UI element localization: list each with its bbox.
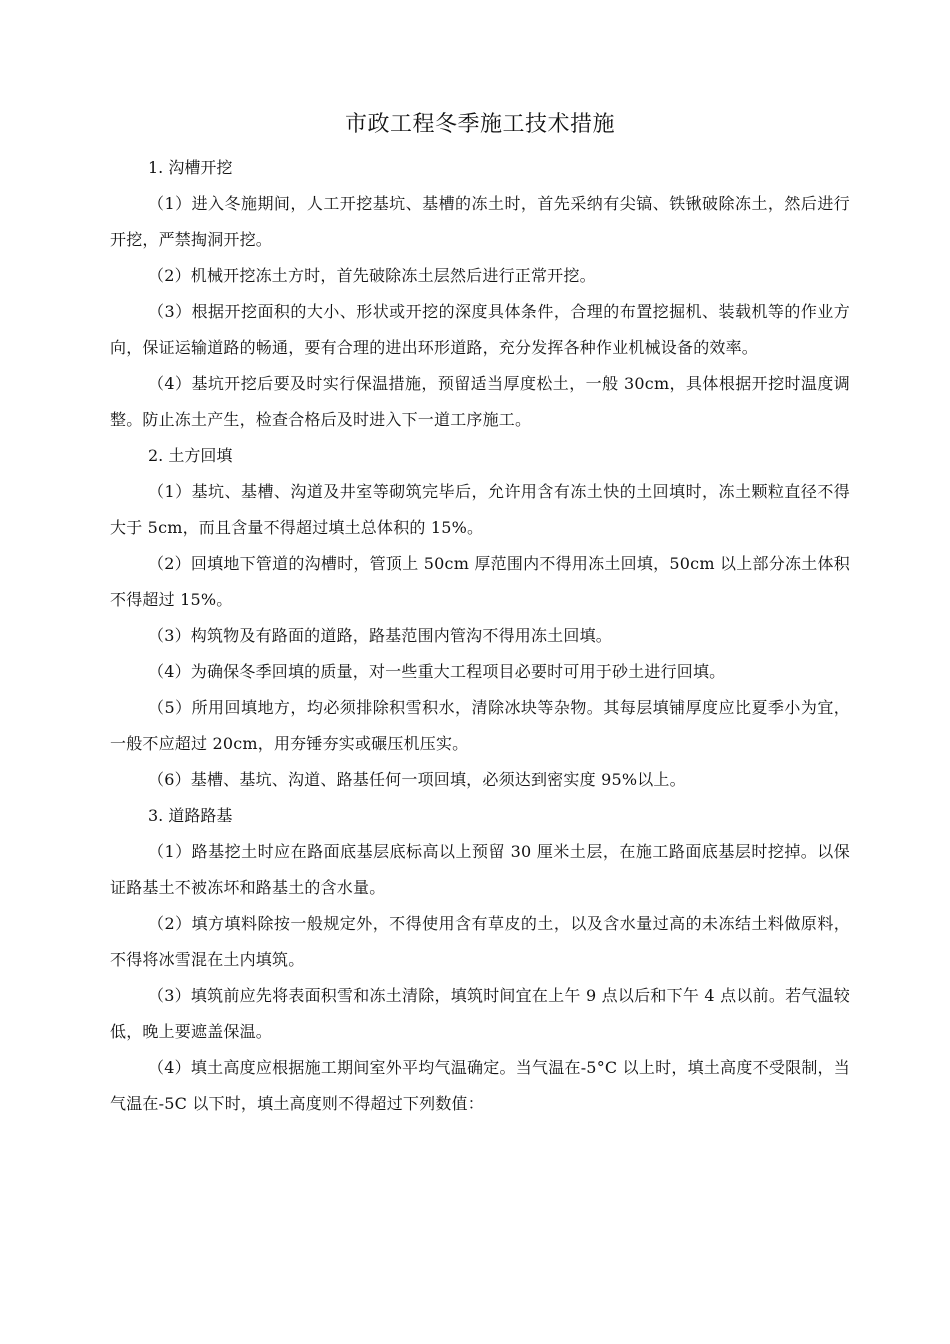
section-road-subgrade [110, 798, 850, 1122]
paragraph: （2）机械开挖冻土方时，首先破除冻土层然后进行正常开挖。 [148, 266, 596, 285]
section-heading: 1. 沟槽开挖 [148, 158, 233, 177]
paragraph: （3）填筑前应先将表面积雪和冻土清除，填筑时间宜在上午 9 点以后和下午 4 点以前。若气温较低，晚上要遮盖保温。 [110, 986, 850, 1041]
paragraph: （2）填方填料除按一般规定外，不得使用含有草皮的土，以及含水量过高的未冻结土料做原料，不得将冰雪混在土内填筑。 [110, 914, 850, 969]
section-trench-excavation [110, 150, 850, 438]
paragraph: （4）为确保冬季回填的质量，对一些重大工程项目必要时可用于砂土进行回填。 [148, 662, 726, 681]
paragraph: （4）基坑开挖后要及时实行保温措施，预留适当厚度松土，一般 30cm，具体根据开挖时温度调整。防止冻土产生，检查合格后及时进入下一道工序施工。 [110, 374, 850, 429]
paragraph: （5）所用回填地方，均必须排除积雪积水，清除冰块等杂物。其每层填铺厚度应比夏季小为宜，一般不应超过 20cm，用夯锤夯实或碾压机压实。 [110, 698, 850, 753]
paragraph: （1）进入冬施期间，人工开挖基坑、基槽的冻土时，首先采纳有尖镐、铁锹破除冻土，然后进行开挖，严禁掏洞开挖。 [110, 194, 850, 249]
document-page [110, 108, 850, 1122]
section-backfill [110, 438, 850, 798]
paragraph: （2）回填地下管道的沟槽时，管顶上 50cm 厚范围内不得用冻土回填，50cm 以上部分冻土体积不得超过 15%。 [110, 554, 850, 609]
paragraph: （3）构筑物及有路面的道路，路基范围内管沟不得用冻土回填。 [148, 626, 612, 645]
document-title: 市政工程冬季施工技术措施 [344, 112, 615, 137]
paragraph: （6）基槽、基坑、沟道、路基任何一项回填，必须达到密实度 95%以上。 [148, 770, 686, 789]
section-heading: 2. 土方回填 [148, 446, 233, 465]
paragraph: （3）根据开挖面积的大小、形状或开挖的深度具体条件，合理的布置挖掘机、装载机等的作业方向，保证运输道路的畅通，要有合理的进出环形道路，充分发挥各种作业机械设备的效率。 [110, 302, 850, 357]
paragraph: （1）路基挖土时应在路面底基层底标高以上预留 30 厘米土层，在施工路面底基层时挖掉。以保证路基土不被冻坏和路基土的含水量。 [110, 842, 850, 897]
paragraph: （4）填土高度应根据施工期间室外平均气温确定。当气温在-5°C 以上时，填土高度不受限制，当气温在-5C 以下时，填土高度则不得超过下列数值： [110, 1058, 850, 1113]
paragraph: （1）基坑、基槽、沟道及井室等砌筑完毕后，允许用含有冻土快的土回填时，冻土颗粒直径不得大于 5cm，而且含量不得超过填土总体积的 15%。 [110, 482, 850, 537]
section-heading: 3. 道路路基 [148, 806, 233, 825]
